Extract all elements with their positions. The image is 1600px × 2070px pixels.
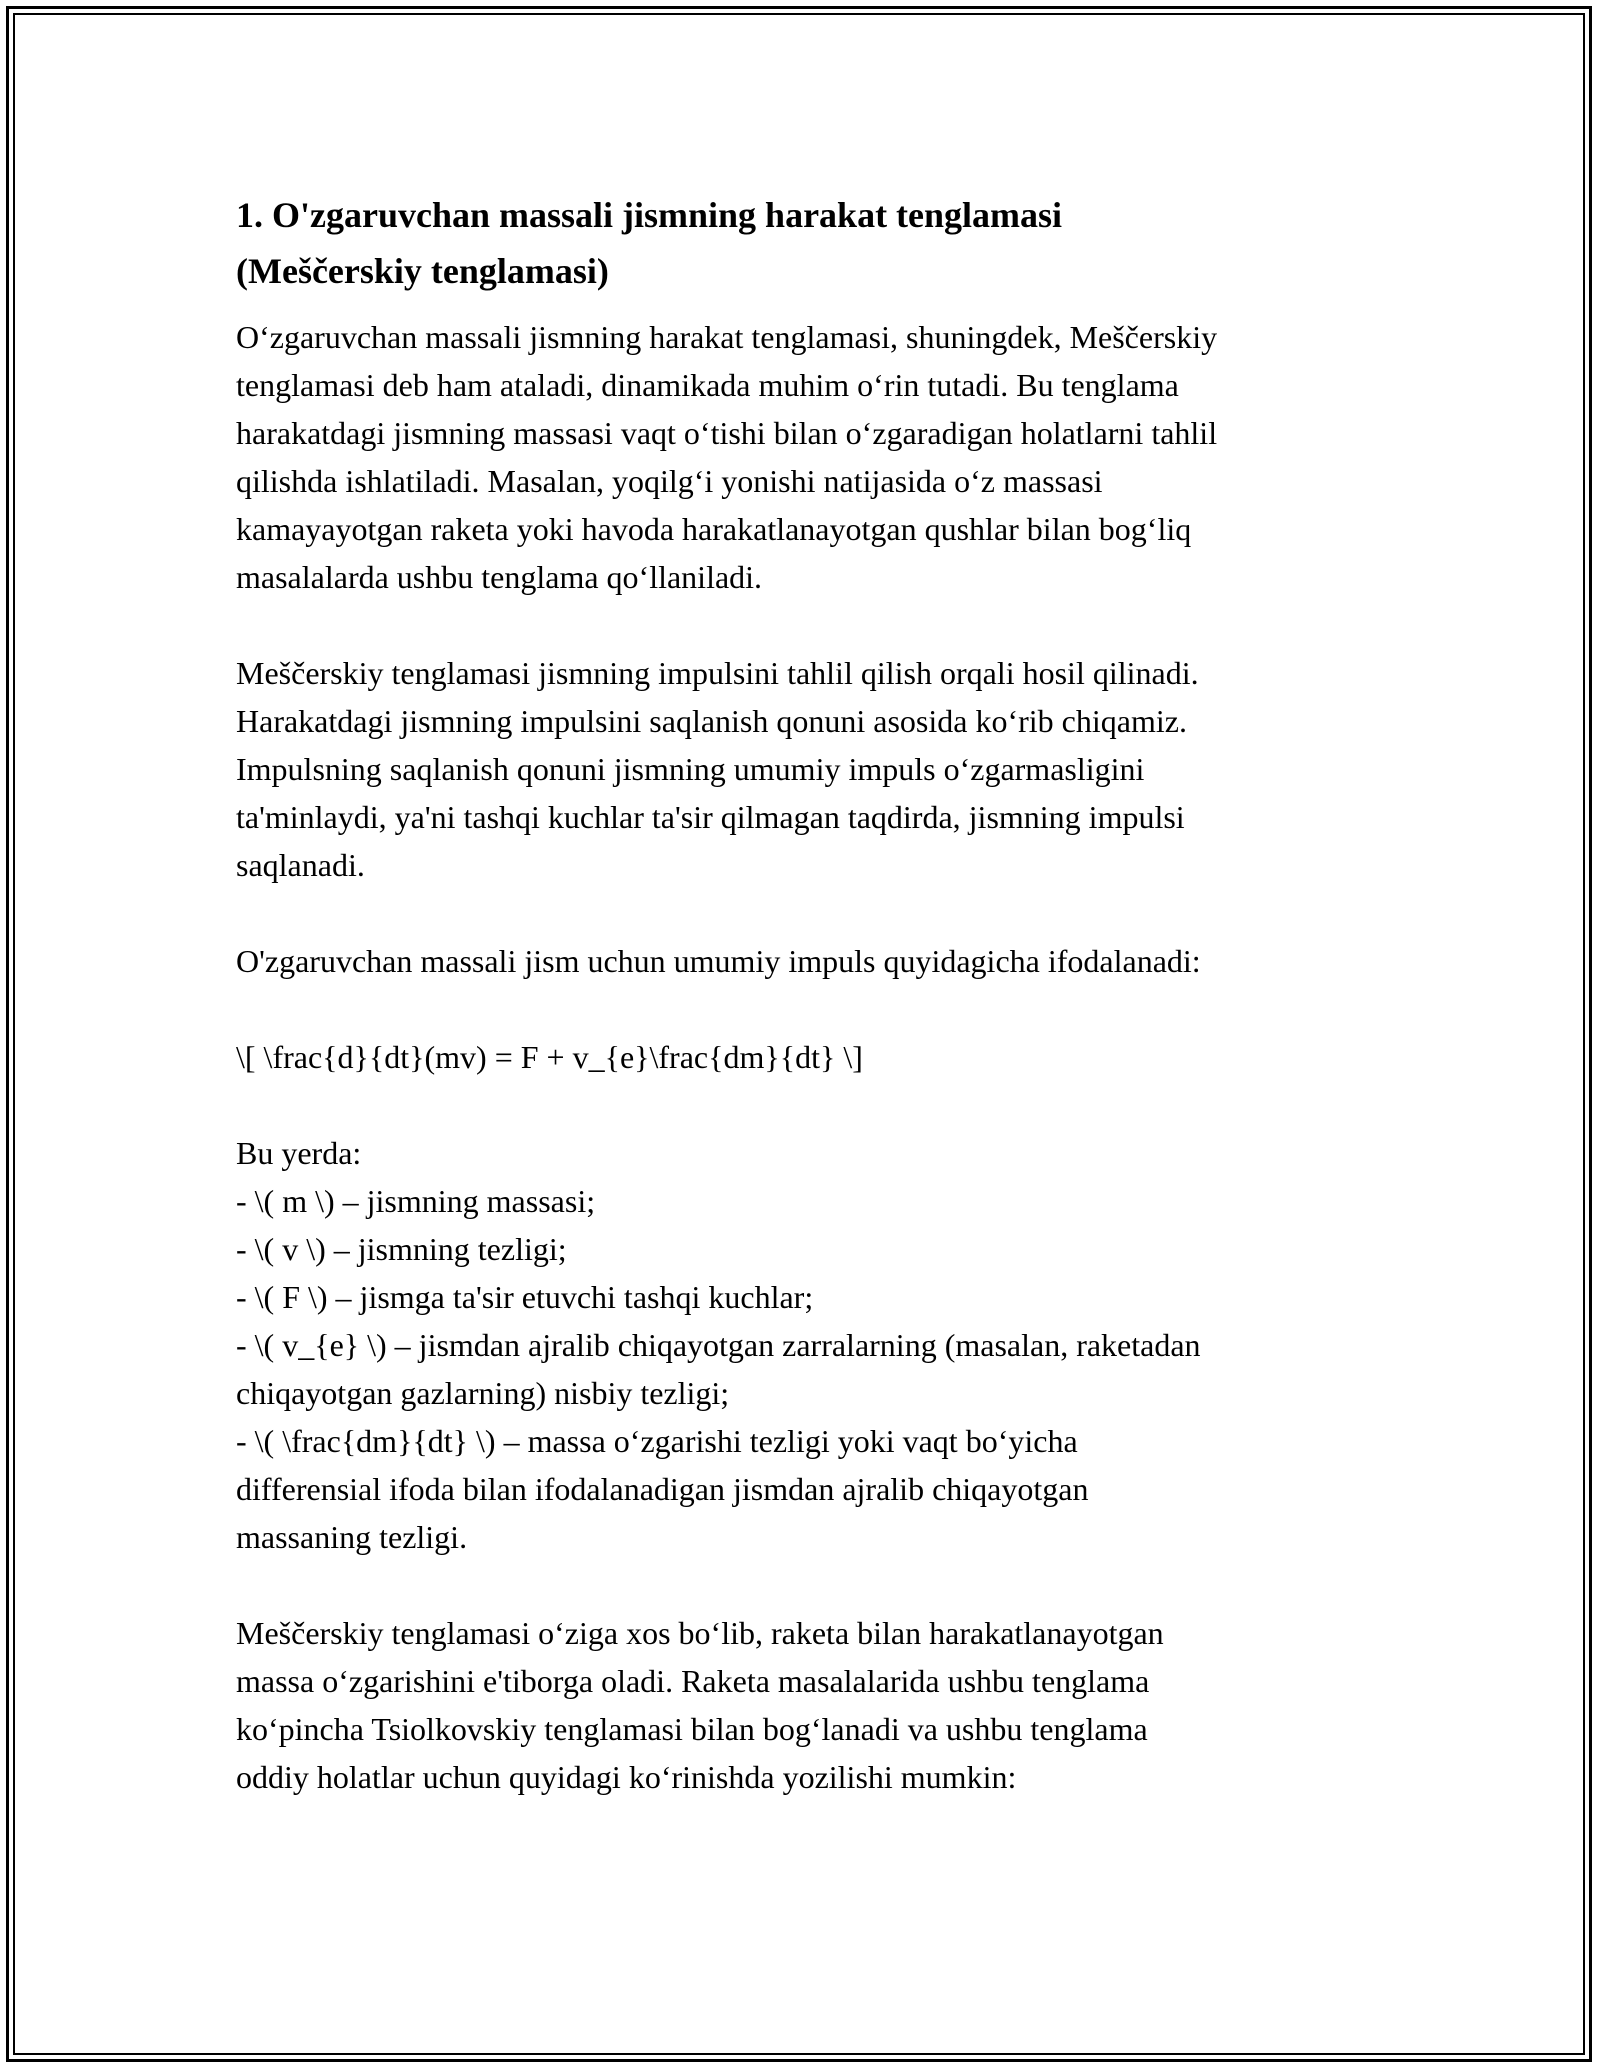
text-line: Impulsning saqlanish qonuni jismning umumiy impuls o‘zgarmasligini — [236, 751, 1145, 787]
paragraph-gap — [236, 601, 1366, 649]
paragraph-rocket — [236, 1609, 1366, 1801]
paragraph-gap — [236, 1081, 1366, 1129]
paragraph-gap — [236, 985, 1366, 1033]
list-line: - \( v \) – jismning tezligi; — [236, 1231, 567, 1267]
list-line: - \( \frac{dm}{dt} \) – massa o‘zgarishi tezligi yoki vaqt bo‘yicha — [236, 1423, 1078, 1459]
text-line: Meščerskiy tenglamasi o‘ziga xos bo‘lib, raketa bilan harakatlanayotgan — [236, 1615, 1164, 1651]
list-line: chiqayotgan gazlarning) nisbiy tezligi; — [236, 1375, 730, 1411]
text-line: massa o‘zgarishini e'tiborga oladi. Raketa masalalarida ushbu tenglama — [236, 1663, 1150, 1699]
text-line: Meščerskiy tenglamasi jismning impulsini tahlil qilish orqali hosil qilinadi. — [236, 655, 1199, 691]
list-line: - \( m \) – jismning massasi; — [236, 1183, 596, 1219]
text-line: harakatdagi jismning massasi vaqt o‘tishi bilan o‘zgaradigan holatlarni tahlil — [236, 415, 1218, 451]
equation-text: \[ \frac{d}{dt}(mv) = F + v_{e}\frac{dm}{dt} \] — [236, 1039, 863, 1075]
paragraph-gap — [236, 889, 1366, 937]
list-line: Bu yerda: — [236, 1135, 362, 1171]
text-line: O‘zgaruvchan massali jismning harakat tenglamasi, shuningdek, Meščerskiy — [236, 319, 1218, 355]
paragraph-momentum-intro — [236, 937, 1366, 985]
heading-line: 1. O'zgaruvchan massali jismning harakat tenglamasi — [236, 195, 1063, 235]
text-line: O'zgaruvchan massali jism uchun umumiy impuls quyidagicha ifodalanadi: — [236, 943, 1201, 979]
text-line: saqlanadi. — [236, 847, 365, 883]
list-line: - \( v_{e} \) – jismdan ajralib chiqayotgan zarralarning (masalan, raketadan — [236, 1327, 1201, 1363]
list-line: - \( F \) – jismga ta'sir etuvchi tashqi kuchlar; — [236, 1279, 814, 1315]
text-line: tenglamasi deb ham ataladi, dinamikada muhim o‘rin tutadi. Bu tenglama — [236, 367, 1179, 403]
text-line: oddiy holatlar uchun quyidagi ko‘rinishda yozilishi mumkin: — [236, 1759, 1017, 1795]
text-line: masalalarda ushbu tenglama qo‘llaniladi. — [236, 559, 763, 595]
text-line: qilishda ishlatiladi. Masalan, yoqilg‘i yonishi natijasida o‘z massasi — [236, 463, 1103, 499]
paragraph-intro — [236, 313, 1366, 601]
paragraph-gap — [236, 1561, 1366, 1609]
document-body — [236, 187, 1366, 1801]
paragraph-impulse — [236, 649, 1366, 889]
text-line: ko‘pincha Tsiolkovskiy tenglamasi bilan bog‘lanadi va ushbu tenglama — [236, 1711, 1148, 1747]
equation-line — [236, 1033, 1366, 1081]
heading-line: (Meščerskiy tenglamasi) — [236, 251, 609, 291]
list-line: massaning tezligi. — [236, 1519, 468, 1555]
text-line: kamayayotgan raketa yoki havoda harakatlanayotgan qushlar bilan bog‘liq — [236, 511, 1192, 547]
section-heading — [236, 187, 1366, 299]
variable-list — [236, 1129, 1366, 1561]
text-line: ta'minlaydi, ya'ni tashqi kuchlar ta'sir qilmagan taqdirda, jismning impulsi — [236, 799, 1185, 835]
text-line: Harakatdagi jismning impulsini saqlanish qonuni asosida ko‘rib chiqamiz. — [236, 703, 1187, 739]
list-line: differensial ifoda bilan ifodalanadigan jismdan ajralib chiqayotgan — [236, 1471, 1089, 1507]
